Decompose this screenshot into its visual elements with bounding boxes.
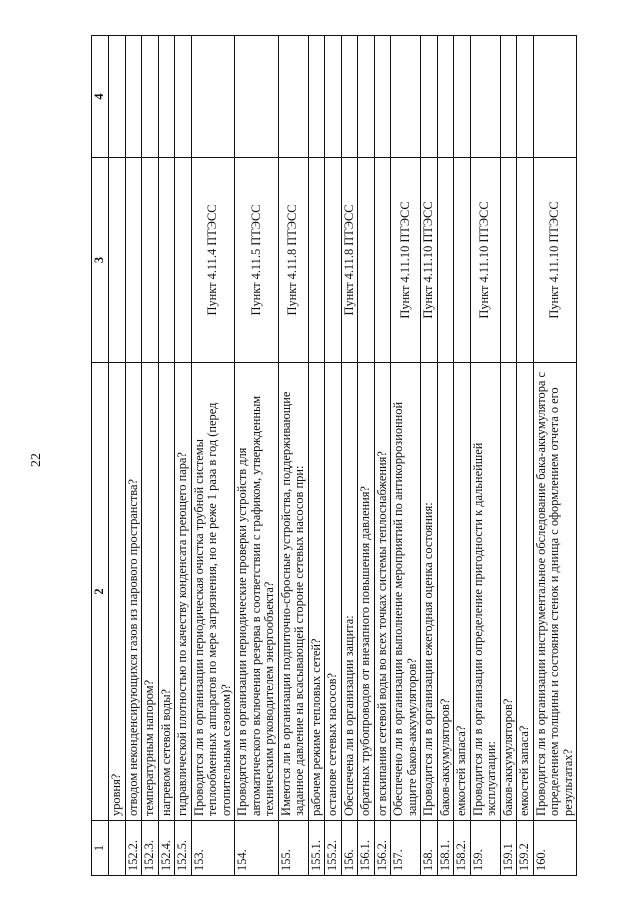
table-row — [470, 36, 500, 876]
row-number: 153. — [191, 821, 235, 876]
table-row — [421, 36, 438, 876]
row-result — [341, 36, 358, 158]
row-question: нагревом сетевой воды? — [158, 363, 175, 821]
row-result — [235, 36, 279, 158]
row-result — [421, 36, 438, 158]
header-col-1: 1 — [92, 821, 109, 876]
row-number: 155.2. — [325, 821, 342, 876]
row-reference — [500, 158, 517, 363]
row-question: останове сетевых насосов? — [325, 363, 342, 821]
table-row — [308, 36, 325, 876]
table-row — [191, 36, 235, 876]
row-result — [175, 36, 192, 158]
table-row — [325, 36, 342, 876]
row-number: 152.5. — [175, 821, 192, 876]
rotated-table-container — [91, 36, 578, 876]
row-question: баков-аккумуляторов? — [500, 363, 517, 821]
row-reference — [517, 158, 534, 363]
row-question: Проводится ли в организации определение пригодности к дальнейшей эксплуатации: — [470, 363, 500, 821]
table-row — [235, 36, 279, 876]
row-reference: Пункт 4.11.10 ПТЭСС — [421, 158, 438, 363]
row-number: 159.1 — [500, 821, 517, 876]
row-number: 158.1. — [437, 821, 454, 876]
row-number: 152.2. — [125, 821, 142, 876]
row-number: 155. — [278, 821, 308, 876]
row-number: 158.2. — [454, 821, 471, 876]
row-question: от вскипания сетевой воды во всех точках системы теплоснабжения? — [374, 363, 391, 821]
row-question: емкостей запаса? — [517, 363, 534, 821]
row-result — [500, 36, 517, 158]
row-reference — [454, 158, 471, 363]
row-reference: Пункт 4.11.8 ПТЭСС — [278, 158, 308, 363]
table-row — [125, 36, 142, 876]
row-question: уровня? — [109, 363, 126, 821]
table-row — [437, 36, 454, 876]
row-question: Имеются ли в организации подпиточно-сбросные устройства, поддерживающие заданное давление на всасывающей стороне сетевых насосов при: — [278, 363, 308, 821]
row-result — [158, 36, 175, 158]
row-question: Проводятся ли в организации периодические проверки устройств для автоматического включения резерва в соответствии с графиком, утвержденным техническим руководителем энергообъекта? — [235, 363, 279, 821]
row-question: Обеспечена ли в организации защита: — [341, 363, 358, 821]
row-number: 156. — [341, 821, 358, 876]
row-result — [358, 36, 375, 158]
checklist-table — [91, 35, 577, 876]
row-result — [437, 36, 454, 158]
row-number: 154. — [235, 821, 279, 876]
row-reference — [125, 158, 142, 363]
table-row — [358, 36, 375, 876]
row-question: Проводится ли в организации инструментальное обследование бака-аккумулятора с определением толщины и состояния стенок и днища с оформлением отчета о его результатах? — [533, 363, 577, 821]
table-row — [454, 36, 471, 876]
row-reference: Пункт 4.11.4 ПТЭСС — [191, 158, 235, 363]
table-body — [92, 36, 577, 876]
row-reference — [374, 158, 391, 363]
table-row — [517, 36, 534, 876]
table-row — [391, 36, 421, 876]
row-result — [391, 36, 421, 158]
row-result — [533, 36, 577, 158]
table-row — [278, 36, 308, 876]
row-reference: Пункт 4.11.10 ПТЭСС — [470, 158, 500, 363]
row-result — [470, 36, 500, 158]
row-question: Проводится ли в организации периодическая очистка трубной системы теплообменных аппаратов по мере загрязнения, но не реже 1 раза в год (перед отопительным сезоном)? — [191, 363, 235, 821]
row-question: Обеспечено ли в организации выполнение мероприятий по антикоррозионной защите баков-аккумуляторов? — [391, 363, 421, 821]
row-number: 157. — [391, 821, 421, 876]
row-number: 156.2. — [374, 821, 391, 876]
row-result — [109, 36, 126, 158]
row-reference — [308, 158, 325, 363]
table-row — [109, 36, 126, 876]
row-result — [374, 36, 391, 158]
row-result — [191, 36, 235, 158]
page-number: 22 — [29, 453, 44, 467]
row-question: обратных трубопроводов от внезапного повышения давления? — [358, 363, 375, 821]
table-row — [158, 36, 175, 876]
table-row — [533, 36, 577, 876]
row-number: 152.4. — [158, 821, 175, 876]
row-reference: Пункт 4.11.8 ПТЭСС — [341, 158, 358, 363]
row-number: 159.2 — [517, 821, 534, 876]
row-reference — [175, 158, 192, 363]
row-reference: Пункт 4.11.5 ПТЭСС — [235, 158, 279, 363]
row-reference: Пункт 4.11.10 ПТЭСС — [533, 158, 577, 363]
row-number: 160. — [533, 821, 577, 876]
table-header-row — [92, 36, 109, 876]
header-col-2: 2 — [92, 363, 109, 821]
row-result — [517, 36, 534, 158]
row-question: температурным напором? — [142, 363, 159, 821]
row-number: 155.1. — [308, 821, 325, 876]
row-reference — [142, 158, 159, 363]
row-result — [308, 36, 325, 158]
row-number — [109, 821, 126, 876]
row-reference — [158, 158, 175, 363]
row-question: отводом неконденсирующихся газов из парового пространства? — [125, 363, 142, 821]
table-row — [374, 36, 391, 876]
row-number: 152.3. — [142, 821, 159, 876]
row-number: 158. — [421, 821, 438, 876]
row-result — [278, 36, 308, 158]
row-question: Проводится ли в организации ежегодная оценка состояния: — [421, 363, 438, 821]
row-reference — [109, 158, 126, 363]
row-reference — [437, 158, 454, 363]
table-row — [341, 36, 358, 876]
row-number: 159. — [470, 821, 500, 876]
row-question: гидравлической плотностью по качеству конденсата греющего пара? — [175, 363, 192, 821]
row-result — [125, 36, 142, 158]
row-question: рабочем режиме тепловых сетей? — [308, 363, 325, 821]
table-row — [142, 36, 159, 876]
table-row — [175, 36, 192, 876]
row-result — [142, 36, 159, 158]
row-reference — [358, 158, 375, 363]
row-question: емкостей запаса? — [454, 363, 471, 821]
header-col-3: 3 — [92, 158, 109, 363]
table-row — [500, 36, 517, 876]
row-result — [454, 36, 471, 158]
row-result — [325, 36, 342, 158]
header-col-4: 4 — [92, 36, 109, 158]
row-reference — [325, 158, 342, 363]
row-number: 156.1. — [358, 821, 375, 876]
row-question: баков-аккумуляторов? — [437, 363, 454, 821]
row-reference: Пункт 4.11.10 ПТЭСС — [391, 158, 421, 363]
